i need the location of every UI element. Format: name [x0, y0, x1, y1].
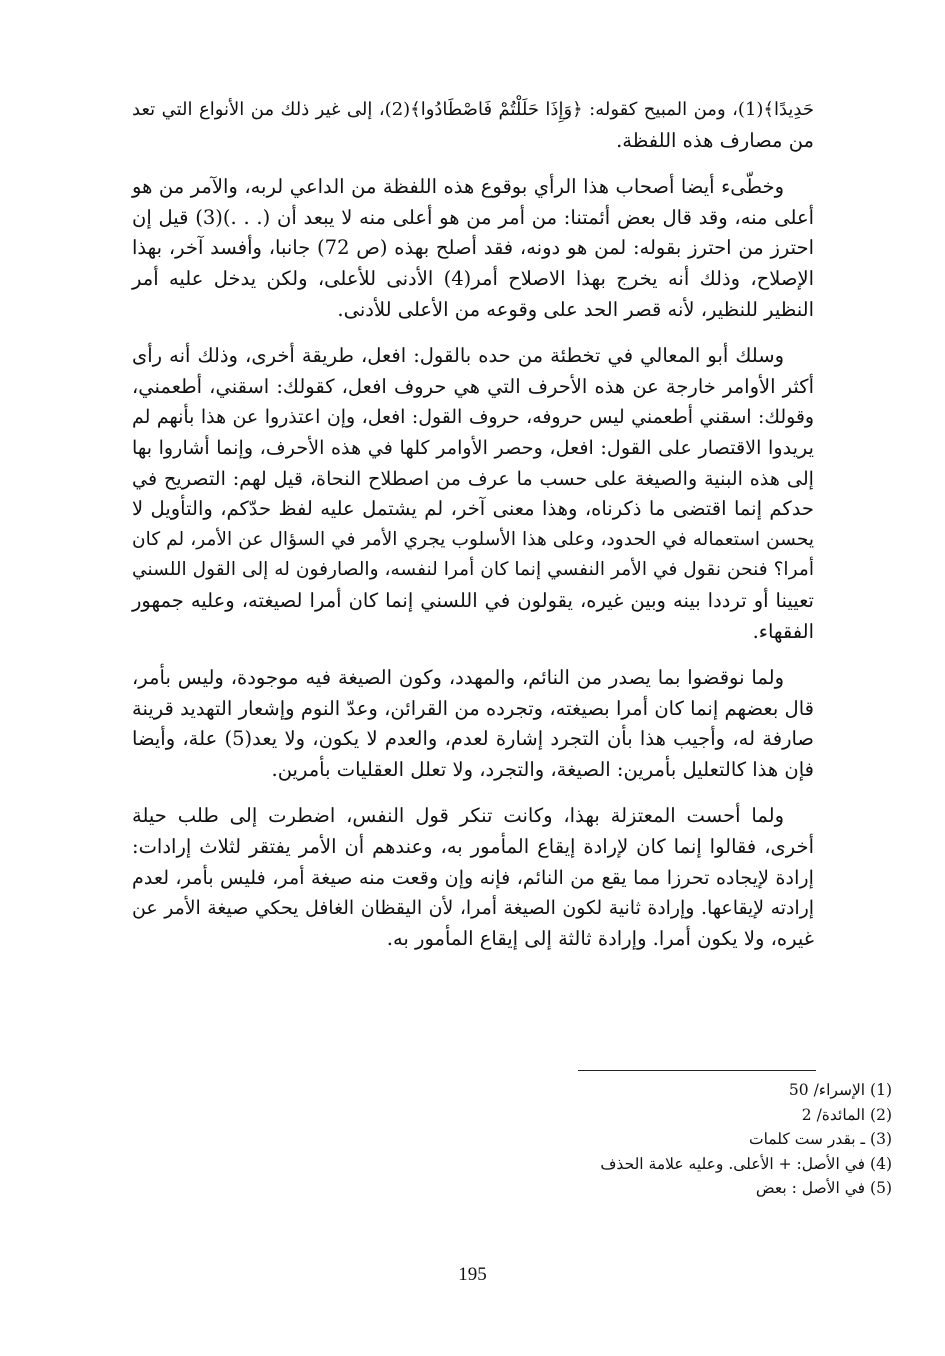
paragraph-4	[132, 663, 814, 785]
text-line: غيره، ولا يكون أمرا. وإرادة ثالثة إلى إيقاع المأمور به.	[386, 926, 814, 950]
text-line: فإن هذا كالتعليل بأمرين: الصيغة، والتجرد، ولا تعلل العقليات بأمرين.	[271, 757, 814, 781]
footnote-5: (5) في الأصل : بعض	[755, 1179, 892, 1198]
text-line: إرادة لإيجاده تحرزا مما يقع من النائم، فإنه وإن وقعت منه صيغة أمر، فليس بأمر، لعدم	[132, 865, 814, 889]
text-line: يريدوا الاقتصار على القول: افعل، وحصر الأوامر كلها في هذه الأحرف، وإنما أشاروا بها	[132, 435, 814, 459]
text-line: حدكم إنما اقتضى ما ذكرناه، وهذا معنى آخر، لم يشتمل عليه لفظ حدّكم، والتأويل لا	[132, 497, 814, 521]
text-line: من مصارف هذه اللفظة.	[616, 128, 814, 152]
text-line: يحسن استعماله في الحدود، وعلى هذا الأسلوب يجري الأمر في السؤال عن الأمر، لم كان	[132, 528, 814, 550]
text-line: أعلى منه، وقد قال بعض أئمتنا: من أمر من هو أعلى منه لا يبعد أن (. . .)(3) قيل إن	[132, 205, 815, 229]
footnote-2: (2) المائدة/ 2	[801, 1105, 892, 1124]
text-line: احترز من احترز بقوله: لمن هو دونه، فقد أصلح بهذه (ص 72) جانبا، وأفسد آخر، بهذا	[132, 236, 814, 260]
footnote-1: (1) الإسراء/ 50	[788, 1081, 892, 1099]
main-text	[132, 95, 814, 954]
text-line: ولما نوقضوا بما يصدر من النائم، والمهدد، وكون الصيغة فيه موجودة، وليس بأمر،	[132, 666, 784, 690]
text-line: صارفة له، وأجيب هذا بأن التجرد إشارة لعدم، والعدم لا يكون، ولا يعد(5) علة، وأيضا	[132, 727, 814, 751]
text-line: وقولك: اسقني أطعمني ليس حروفه، حروف القول: افعل، وإن اعتذروا عن هذا بأنهم لم	[132, 406, 814, 429]
text-line: إرادته لإيقاعها. وإرادة ثانية لكون الصيغة أمرا، لأن اليقظان الغافل يحكي صيغة الأمر عن	[132, 897, 814, 920]
footnote-divider	[578, 1070, 816, 1071]
text-line: وسلك أبو المعالي في تخطئة من حده بالقول: افعل، طريقة أخرى، وذلك أنه رأى	[132, 344, 784, 368]
footnote-4: (4) في الأصل: + الأعلى. وعليه علامة الحذف	[600, 1154, 892, 1173]
page-number: 195	[458, 1264, 487, 1285]
footnote-3: (3) ـ بقدر ست كلمات	[748, 1130, 892, 1149]
paragraph-5	[132, 801, 814, 954]
text-line: أكثر الأوامر خارجة عن هذه الأحرف التي هي حروف افعل، كقولك: اسقني، أطعمني،	[132, 374, 814, 398]
text-line: الإصلاح، وذلك أنه يخرج بهذا الاصلاح أمر(4) الأدنى للأعلى، ولكن يدخل عليه أمر	[132, 266, 814, 290]
text-line: حَدِيدًا﴾(1)، ومن المبيح كقوله: ﴿وَإِذَا حَلَلْتُمْ فَاصْطَادُوا﴾(2)، إلى غير ذلك من الأنواع التي تعد	[132, 99, 814, 120]
paragraph-2	[132, 172, 814, 325]
paragraph-1	[132, 95, 814, 156]
text-line: إلى هذه البنية والصيغة على حسب ما عرف من اصطلاح النحاة، قيل لهم: التصريح في	[132, 466, 814, 490]
paragraph-3	[132, 341, 814, 647]
text-line: الفقهاء.	[752, 619, 814, 643]
footnotes	[420, 1078, 892, 1201]
text-line: تعيينا أو ترددا بينه وبين غيره، يقولون في اللسني إنما كان أمرا لصيغته، وعليه جمهور	[132, 588, 814, 612]
text-line: أمرا؟ فنحن نقول في الأمر النفسي إنما كان أمرا لنفسه، والصارفون له إلى القول اللسني	[132, 559, 814, 581]
text-line: أخرى، فقالوا إنما كان لإرادة إيقاع المأمور به، وعندهم أن الأمر يفتقر لثلاث إرادات:	[132, 835, 814, 859]
text-line: النظير للنظير، لأنه قصر الحد على وقوعه من الأعلى للأدنى.	[337, 297, 814, 321]
text-line: وخطّىء أيضا أصحاب هذا الرأي بوقوع هذه اللفظة من الداعي لربه، والآمر من هو	[132, 175, 784, 199]
text-line: قال بعضهم إنما كان أمرا بصيغته، وتجرده من القرائن، وعدّ النوم وإشعار التهديد قرينة	[132, 696, 814, 720]
text-line: ولما أحست المعتزلة بهذا، وكانت تنكر قول النفس، اضطرت إلى طلب حيلة	[132, 804, 784, 828]
